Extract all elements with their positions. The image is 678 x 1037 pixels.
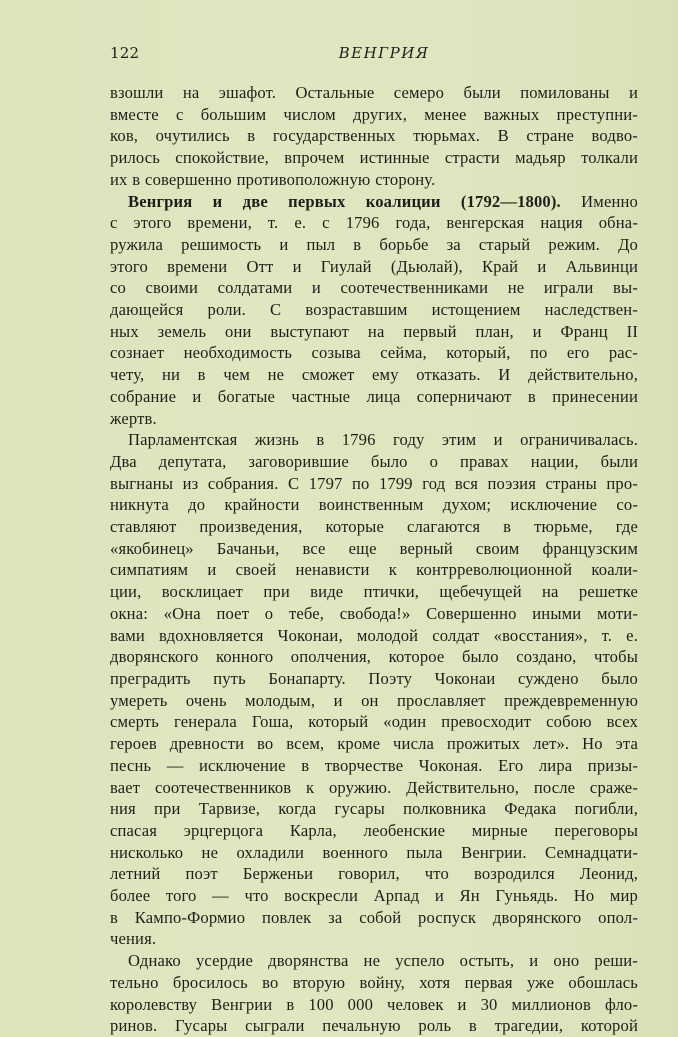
text-line: жертв. [110,408,157,428]
book-page [110,44,638,1037]
text-line: героев древности во всем, кроме числа прожитых лет». Но эта [110,734,638,754]
text-line: песнь — исключение в творчестве Чоконая. Его лира призы- [110,755,638,775]
paragraph-3 [110,429,638,950]
text-line: ков, очутились в государственных тюрьмах. В стране водво- [110,126,638,146]
paragraph-4 [110,950,638,1037]
text-line: умереть очень молодым, и он прославляет преждевременную [110,690,638,710]
text-line: летний поэт Берженьи говорил, что возродился Леонид, [110,864,638,884]
text-line: королевству Венгрии в 100 000 человек и 30 миллионов фло- [110,994,638,1014]
text-line: симпатиям и своей ненависти к контрреволюционной коали- [110,560,638,580]
text-line: взошли на эшафот. Остальные семеро были помилованы и [110,83,638,102]
running-header [110,44,638,68]
text-line: спасая эрцгерцога Карла, леобенские мирные переговоры [110,820,638,840]
text-line: преградить путь Бонапарту. Поэту Чоконаи суждено было [110,668,638,688]
text-line: собрание и богатые частные лица соперничают в принесении [110,386,638,406]
body-text [110,82,638,1037]
text-line: со своими солдатами и соотечественниками не играли вы- [110,278,638,298]
text-line: в Кампо-Формио повлек за собой роспуск дворянского опол- [110,907,638,927]
text-line: вами вдохновляется Чоконаи, молодой солдат «восстания», т. е. [110,625,638,645]
text-line: ных земель они выступают на первый план, и Франц II [110,321,638,341]
paragraph-2 [110,191,638,430]
text-line: смерть генерала Гоша, который «один превосходит собою всех [110,712,638,732]
text-line: окна: «Она поет о тебе, свобода!» Совершенно иными моти- [110,603,638,623]
page-number: 122 [110,44,140,62]
paragraph-1 [110,82,638,191]
text-line: вместе с большим числом других, менее важных преступни- [110,104,638,124]
running-title: ВЕНГРИЯ [338,44,430,62]
text-line: дворянского конного ополчения, которое было создано, чтобы [110,647,638,667]
text-line: более того — что воскресли Арпад и Ян Гуньядь. Но мир [110,886,638,906]
text-line: выгнаны из собрания. С 1797 по 1799 год вся поэзия страны про- [110,473,638,493]
text-line: рилось спокойствие, впрочем истинные страсти мадьяр толкали [110,148,638,168]
heading-line-rest: Именно [581,191,638,211]
text-line: Однако усердие дворянства не успело остыть, и оно реши- [128,951,638,971]
text-line: ния при Тарвизе, когда гусары полковника Федака погибли, [110,799,638,819]
text-line: чения. [110,929,157,949]
text-line: вает соотечественников к оружию. Действительно, после сраже- [110,777,638,797]
text-line: «якобинец» Бачаньи, все еще верный своим французским [110,538,638,558]
text-line: их в совершенно противоположную сторону. [110,169,436,189]
text-line: этого времени Отт и Гиулай (Дьюлай), Край и Альвинци [110,256,638,276]
section-heading: Венгрия и две первых коалиции (1792—1800). [128,191,561,211]
text-line: тельно бросилось во вторую войну, хотя первая уже обошлась [110,972,638,992]
text-line: Парламентская жизнь в 1796 году этим и ограничивалась. [128,430,638,450]
text-line: нисколько не охладили военного пыла Венгрии. Семнадцати- [110,842,638,862]
text-line: ставляют произведения, которые слагаются в тюрьме, где [110,517,638,537]
text-line: сознает необходимость созыва сейма, который, по его рас- [110,343,638,363]
text-line: ринов. Гусары сыграли печальную роль в трагедии, которой [110,1016,638,1036]
text-line: ружила решимость и пыл в борьбе за старый режим. До [110,234,638,254]
text-line: чету, ни в чем не сможет ему отказать. И действительно, [110,365,638,385]
text-line: ции, восклицает при виде птички, щебечущей на решетке [110,582,638,602]
text-line: с этого времени, т. е. с 1796 года, венгерская нация обна- [110,213,638,233]
text-line: никнута до крайности воинственным духом; исключение со- [110,495,638,515]
text-line: Два депутата, заговорившие было о правах нации, были [110,451,638,471]
text-line [110,191,638,213]
text-line: дающейся роли. С возраставшим истощением наследствен- [110,300,638,320]
